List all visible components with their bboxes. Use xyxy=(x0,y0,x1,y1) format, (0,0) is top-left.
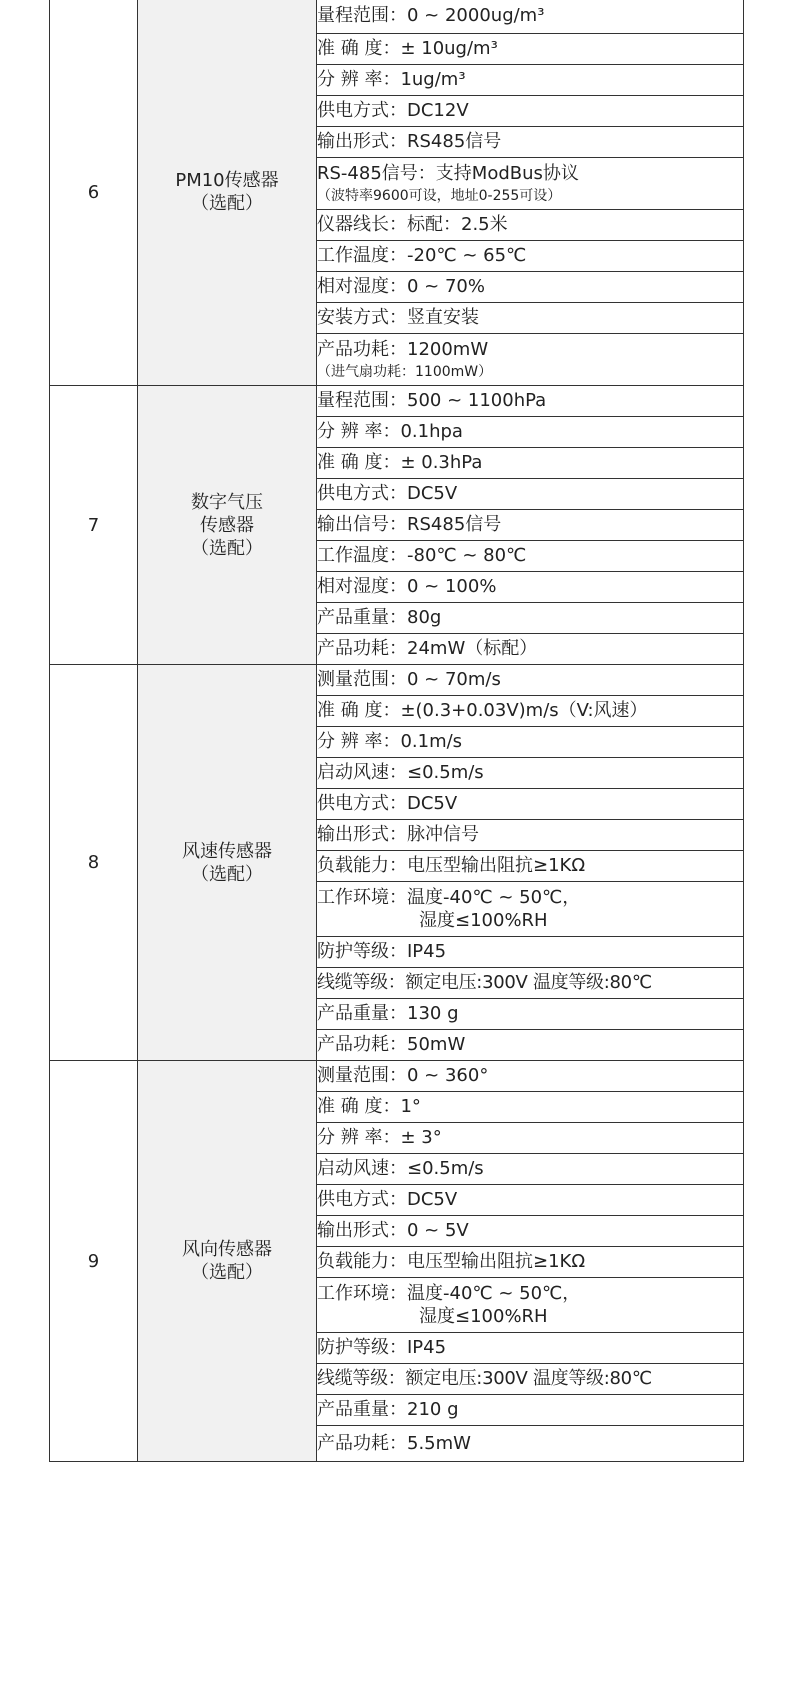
spec-item: 供电方式：DC5V xyxy=(317,789,744,820)
table-row xyxy=(50,386,744,417)
spec-item: 量程范围：500 ~ 1100hPa xyxy=(317,386,744,417)
sensor-name-line: PM10传感器 xyxy=(175,170,279,191)
spec-item: 输出形式：脉冲信号 xyxy=(317,820,744,851)
spec-item: 测量范围：0 ~ 70m/s xyxy=(317,665,744,696)
spec-item xyxy=(317,334,744,386)
spec-item-note: （进气扇功耗：1100mW） xyxy=(317,363,493,380)
table-row xyxy=(50,0,744,34)
spec-item: 分 辨 率：0.1hpa xyxy=(317,417,744,448)
spec-item: 供电方式：DC5V xyxy=(317,479,744,510)
spec-item: 安装方式：竖直安装 xyxy=(317,303,744,334)
table-row xyxy=(50,665,744,696)
sensor-name xyxy=(138,665,317,1061)
spec-item: 产品重量：210 g xyxy=(317,1395,744,1426)
spec-item: 产品功耗：50mW xyxy=(317,1030,744,1061)
spec-item: 线缆等级：额定电压:300V 温度等级:80℃ xyxy=(317,1364,744,1395)
table-row xyxy=(50,1061,744,1092)
spec-item: 输出形式：RS485信号 xyxy=(317,127,744,158)
spec-item: 分 辨 率：± 3° xyxy=(317,1123,744,1154)
spec-item: 输出形式：0 ~ 5V xyxy=(317,1216,744,1247)
spec-item: 准 确 度：± 0.3hPa xyxy=(317,448,744,479)
spec-item: 启动风速：≤0.5m/s xyxy=(317,758,744,789)
spec-item: 防护等级：IP45 xyxy=(317,937,744,968)
sensor-name xyxy=(138,386,317,665)
sensor-name-line: 风速传感器 xyxy=(182,840,272,862)
sensor-name-line: 数字气压 xyxy=(191,491,263,513)
spec-item: 供电方式：DC12V xyxy=(317,96,744,127)
sensor-name-line: 传感器 xyxy=(200,514,254,536)
spec-item-continuation: 湿度≤100%RH xyxy=(419,1306,548,1327)
spec-item: 输出信号：RS485信号 xyxy=(317,510,744,541)
spec-item xyxy=(317,1278,744,1333)
item-number: 6 xyxy=(50,0,138,386)
spec-item xyxy=(317,882,744,937)
item-number: 7 xyxy=(50,386,138,665)
spec-item: 相对湿度：0 ~ 70% xyxy=(317,272,744,303)
spec-item: 线缆等级：额定电压:300V 温度等级:80℃ xyxy=(317,968,744,999)
sensor-spec-table xyxy=(49,0,744,1462)
sensor-name-line: 风向传感器 xyxy=(182,1239,272,1260)
spec-item-text: 工作环境：温度-40℃ ~ 50℃， xyxy=(317,887,581,908)
sensor-option-label: （选配） xyxy=(191,193,263,214)
spec-item: 相对湿度：0 ~ 100% xyxy=(317,572,744,603)
spec-item-continuation: 湿度≤100%RH xyxy=(419,910,548,931)
spec-item-text: 工作环境：温度-40℃ ~ 50℃， xyxy=(317,1283,581,1304)
sensor-option-label: （选配） xyxy=(191,863,263,885)
spec-item: 工作温度：-20℃ ~ 65℃ xyxy=(317,241,744,272)
spec-item: 分 辨 率：1ug/m³ xyxy=(317,65,744,96)
spec-item: 量程范围：0 ~ 2000ug/m³ xyxy=(317,0,744,34)
spec-item: 产品重量：80g xyxy=(317,603,744,634)
item-number: 9 xyxy=(50,1061,138,1462)
spec-item: 工作温度：-80℃ ~ 80℃ xyxy=(317,541,744,572)
spec-item-note: （波特率9600可设，地址0-255可设） xyxy=(317,187,562,204)
spec-item-text: 产品功耗：1200mW xyxy=(317,338,489,360)
spec-item: 准 确 度：1° xyxy=(317,1092,744,1123)
sensor-option-label: （选配） xyxy=(191,537,263,559)
spec-item: 启动风速：≤0.5m/s xyxy=(317,1154,744,1185)
spec-item: 分 辨 率：0.1m/s xyxy=(317,727,744,758)
sensor-name xyxy=(138,1061,317,1462)
spec-item: 产品功耗：5.5mW xyxy=(317,1426,744,1462)
spec-item: 准 确 度：±(0.3+0.03V)m/s（V:风速） xyxy=(317,696,744,727)
spec-item-text: RS-485信号：支持ModBus协议 xyxy=(317,162,579,184)
spec-item: 防护等级：IP45 xyxy=(317,1333,744,1364)
spec-item: 负载能力：电压型输出阻抗≥1KΩ xyxy=(317,1247,744,1278)
spec-item: 产品重量：130 g xyxy=(317,999,744,1030)
item-number: 8 xyxy=(50,665,138,1061)
spec-item xyxy=(317,158,744,210)
spec-item: 供电方式：DC5V xyxy=(317,1185,744,1216)
spec-item: 测量范围：0 ~ 360° xyxy=(317,1061,744,1092)
spec-item: 产品功耗：24mW（标配） xyxy=(317,634,744,665)
spec-item: 负载能力：电压型输出阻抗≥1KΩ xyxy=(317,851,744,882)
spec-item: 准 确 度：± 10ug/m³ xyxy=(317,34,744,65)
sensor-option-label: （选配） xyxy=(191,1262,263,1283)
sensor-name xyxy=(138,0,317,386)
spec-item: 仪器线长：标配：2.5米 xyxy=(317,210,744,241)
